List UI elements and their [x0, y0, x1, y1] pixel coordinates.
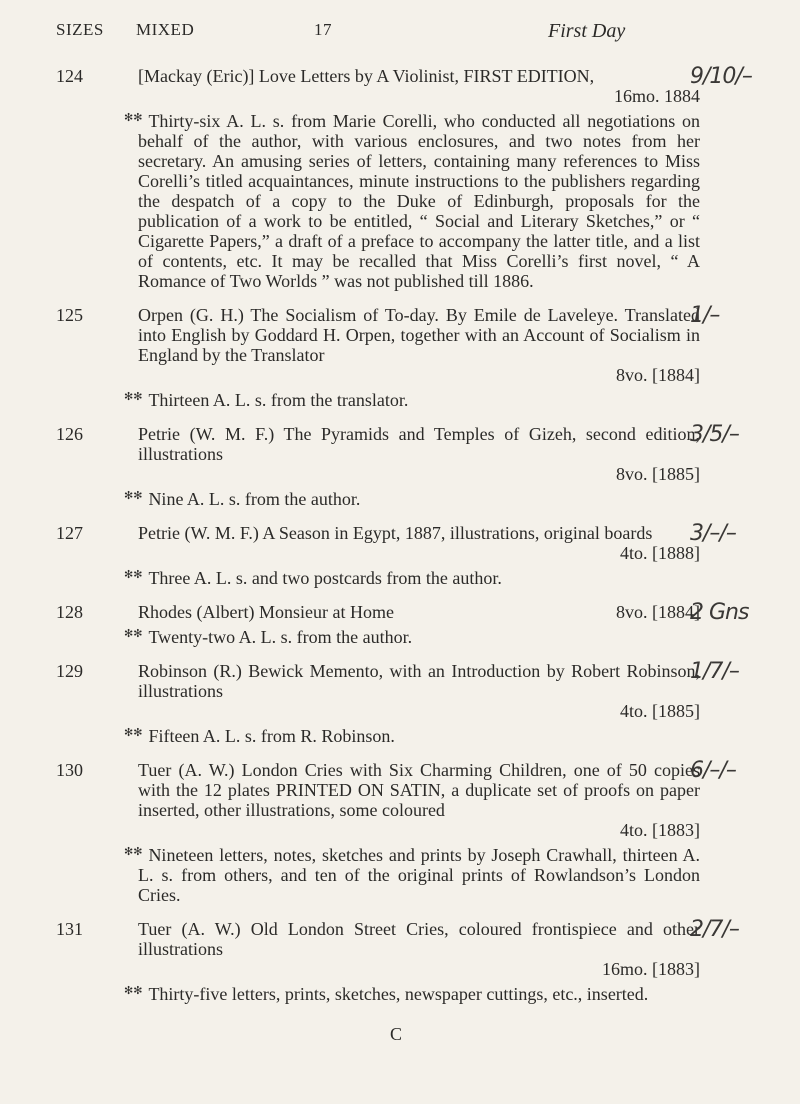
- lot-format: 16mo. 1884: [613, 86, 700, 106]
- lot-format: 16mo. [1883]: [602, 959, 700, 979]
- lot-entry-128: [56, 602, 700, 647]
- asterism-icon: ✻✻: [124, 846, 143, 858]
- lot-number: 129: [56, 661, 83, 681]
- lot-format: 8vo. [1884]: [616, 365, 700, 385]
- lot-title: Petrie (W. M. F.) A Season in Egypt, 1887, illustrations, original boards: [138, 523, 653, 543]
- lot-format: 4to. [1888]: [620, 543, 700, 563]
- lot-number: 128: [56, 602, 83, 622]
- lot-note: ✻✻ Thirteen A. L. s. from the translator.: [124, 390, 409, 410]
- lot-number: 130: [56, 760, 83, 780]
- lot-entry-131: [56, 919, 700, 1004]
- lot-title: Tuer (A. W.) Old London Street Cries, coloured frontispiece and other illustrations: [138, 919, 700, 959]
- price-note-128: 2 Gns: [690, 600, 749, 625]
- price-note-127: 3/–/–: [690, 521, 736, 546]
- asterism-icon: ✻✻: [124, 727, 143, 739]
- lot-note: ✻✻ Thirty-six A. L. s. from Marie Corelli, who conducted all negotiations on behalf of the author, with various enclosures, and two notes from her secretary. An amusing series of letters, containing many references to Miss Corelli’s titled acquaintances, minute instructions to the publishers regarding the despatch of a copy to the Duke of Edinburgh, proposals for the publication of a work to be entitled, “ Social and Literary Sketches,” or “ Cigarette Papers,” a draft of a preface to accompany the latter title, and a list of contents, etc. It may be recalled that Miss Corelli’s first novel, “ A Romance of Two Worlds ” was not published till 1886.: [124, 111, 700, 291]
- header-mid: MIXED: [136, 20, 195, 39]
- lot-title: Orpen (G. H.) The Socialism of To-day. By Emile de Laveleye. Translated into English by Goddard H. Orpen, together with an Account of Socialism in England by the Translator: [138, 305, 700, 365]
- asterism-icon: ✻✻: [124, 628, 143, 640]
- header-left: SIZES: [56, 20, 104, 39]
- asterism-icon: ✻✻: [124, 112, 143, 124]
- price-note-126: 3/5/–: [690, 422, 739, 447]
- lot-title: [Mackay (Eric)] Love Letters by A Violinist, FIRST EDITION,: [138, 66, 595, 86]
- price-note-124: 9/10/–: [690, 64, 752, 89]
- asterism-icon: ✻✻: [124, 985, 143, 997]
- lot-title: Tuer (A. W.) London Cries with Six Charming Children, one of 50 copies with the 12 plates PRINTED ON SATIN, a duplicate set of proofs on paper inserted, other illustrations, some coloured: [138, 760, 700, 820]
- lot-entry-126: [56, 424, 700, 509]
- lot-title: Robinson (R.) Bewick Memento, with an Introduction by Robert Robinson, illustrations: [138, 661, 700, 701]
- lot-entry-124: [56, 66, 700, 291]
- lot-number: 126: [56, 424, 83, 444]
- lot-format: 8vo. [1884]: [616, 602, 700, 622]
- signature-mark: C: [390, 1024, 403, 1044]
- lot-format: 4to. [1883]: [620, 820, 700, 840]
- header-right: First Day: [548, 20, 626, 42]
- lot-format: 4to. [1885]: [620, 701, 700, 721]
- asterism-icon: ✻✻: [124, 569, 143, 581]
- lot-note: ✻✻ Three A. L. s. and two postcards from the author.: [124, 568, 502, 588]
- lot-note: ✻✻ Twenty-two A. L. s. from the author.: [124, 627, 413, 647]
- lot-note: ✻✻ Thirty-five letters, prints, sketches, newspaper cuttings, etc., inserted.: [124, 984, 649, 1004]
- lot-number: 124: [56, 66, 83, 86]
- asterism-icon: ✻✻: [124, 490, 143, 502]
- lot-number: 127: [56, 523, 83, 543]
- lot-note: ✻✻ Fifteen A. L. s. from R. Robinson.: [124, 726, 395, 746]
- lot-format: 8vo. [1885]: [616, 464, 700, 484]
- lot-entry-130: [56, 760, 700, 905]
- lot-title: Rhodes (Albert) Monsieur at Home: [138, 602, 394, 622]
- lot-title: Petrie (W. M. F.) The Pyramids and Temples of Gizeh, second edition, illustrations: [138, 424, 700, 464]
- lot-note: ✻✻ Nine A. L. s. from the author.: [124, 489, 361, 509]
- lot-entry-129: [56, 661, 700, 746]
- lot-number: 125: [56, 305, 83, 325]
- lot-entry-125: [56, 305, 700, 410]
- price-note-130: 6/–/–: [690, 758, 736, 783]
- price-note-131: 2/7/–: [690, 917, 739, 942]
- lot-entry-127: [56, 523, 700, 588]
- page-number: 17: [314, 20, 332, 39]
- price-note-129: 1/7/–: [690, 659, 739, 684]
- price-note-125: 1/–: [690, 303, 720, 328]
- lot-note: ✻✻ Nineteen letters, notes, sketches and prints by Joseph Crawhall, thirteen A. L. s. from others, and ten of the original prints of Rowlandson’s London Cries.: [124, 845, 700, 905]
- asterism-icon: ✻✻: [124, 391, 143, 403]
- lot-number: 131: [56, 919, 83, 939]
